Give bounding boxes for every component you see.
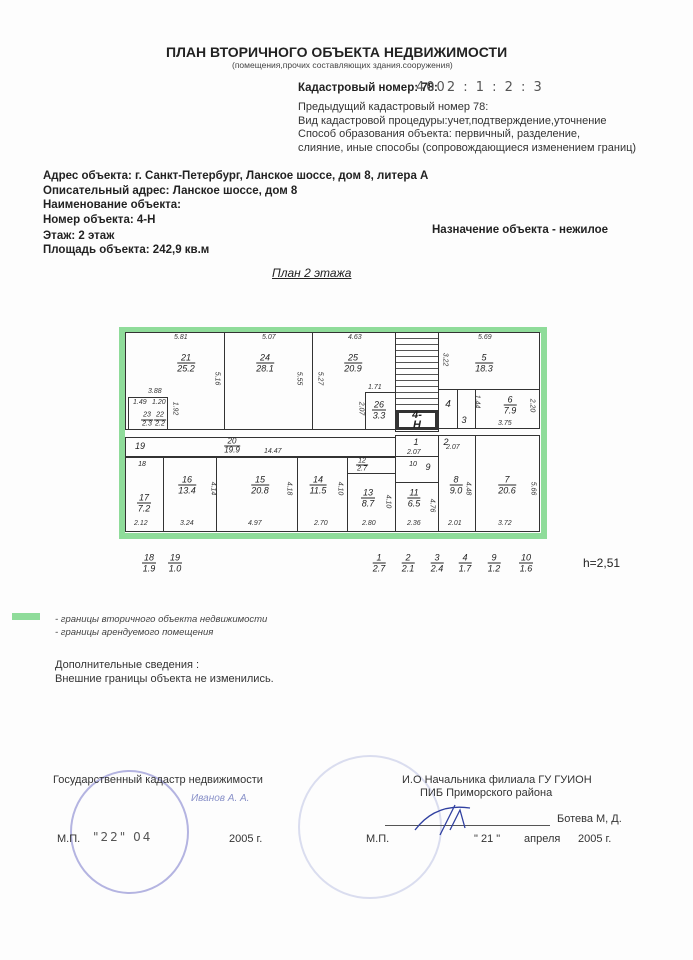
notes-text: Внешние границы объекта не изменились.: [55, 673, 274, 685]
dimension: 2.01: [448, 520, 462, 527]
room-label: 8 9.0: [449, 474, 463, 496]
dimension: 5.66: [529, 481, 537, 496]
ceiling-height: h=2,51: [583, 556, 621, 570]
dimension: 2.07: [446, 444, 460, 451]
document-subtitle: (помещения,прочих составляющих здания.сооружения): [232, 60, 453, 70]
dimension: 1.71: [368, 384, 382, 391]
notes-label: Дополнительные сведения :: [55, 659, 200, 671]
room-label: 18: [138, 461, 146, 468]
left-date: "22" 04: [93, 830, 153, 844]
room-label: 13 8.7: [361, 487, 375, 509]
cadastre-procedure: Вид кадастровой процедуры:учет,подтверждение,уточнение: [298, 115, 607, 127]
extra-room-label: 1 2.7: [372, 552, 386, 574]
room-label: 25 20.9: [344, 352, 362, 374]
dimension: 1.92: [171, 401, 179, 416]
dimension: 2.07: [407, 449, 421, 456]
room-label: 24 28.1: [256, 352, 274, 374]
room-label: 7 20.6: [498, 474, 516, 496]
dimension: 4.97: [248, 520, 262, 527]
right-month: апреля: [524, 833, 561, 845]
dimension: 5.16: [213, 371, 221, 386]
legend-secondary: - границы вторичного объекта недвижимости: [55, 614, 268, 625]
room-label: 23 2.3: [142, 411, 152, 428]
object-address: Адрес объекта: г. Санкт-Петербург, Ланское шоссе, дом 8, литера А: [43, 170, 429, 182]
object-area: Площадь объекта: 242,9 кв.м: [43, 244, 210, 256]
dimension: 4.76: [428, 498, 436, 513]
right-year: 2005 г.: [578, 833, 612, 845]
room-label: 2: [443, 437, 449, 447]
right-signer: Ботева М, Д.: [557, 813, 622, 825]
room-label: 20 19.9: [224, 436, 240, 455]
descriptive-address: Описательный адрес: Ланское шоссе, дом 8: [43, 185, 298, 197]
dimension: 4.10: [336, 481, 344, 496]
extra-room-label: 3 2.4: [430, 552, 444, 574]
room-label: 3: [461, 415, 467, 425]
room-label: 1: [413, 437, 419, 447]
dimension: 14.47: [264, 448, 282, 455]
dimension: 2.80: [362, 520, 376, 527]
extra-room-label: 2 2.1: [401, 552, 415, 574]
left-year: 2005 г.: [229, 833, 263, 845]
right-mp: М.П.: [366, 833, 390, 845]
dimension: 2.36: [407, 520, 421, 527]
dimension: 3.88: [148, 388, 162, 395]
legend-rented: - границы арендуемого помещения: [55, 627, 214, 638]
corridor: [125, 437, 396, 457]
dimension: 5.55: [295, 371, 303, 386]
extra-room-label: 10 1.6: [519, 552, 533, 574]
dimension: 4.48: [464, 481, 472, 496]
left-org: Государственный кадастр недвижимости: [53, 774, 263, 786]
object-4n-label: 4-Н: [412, 409, 422, 431]
dimension: 4.10: [384, 494, 392, 509]
room-label: 14 11.5: [309, 474, 327, 496]
room-label: 26 3.3: [372, 399, 386, 421]
formation-method-cont: слияние, иные способы (сопровождающиеся изменением границ): [298, 142, 637, 154]
dimension: 4.18: [285, 481, 293, 496]
room-label: 16 13.4: [178, 474, 196, 496]
room-label: 15 20.8: [251, 474, 269, 496]
dimension: 1.49: [133, 399, 147, 406]
room-label: 22 2.2: [155, 411, 165, 428]
dimension: 2.20: [528, 398, 536, 413]
room-label: 12 2.7: [357, 457, 367, 473]
dimension: 4.63: [348, 334, 362, 341]
dimension: 5.81: [174, 334, 188, 341]
right-org-2: ПИБ Приморского района: [420, 787, 553, 799]
dimension: 4.14: [209, 481, 217, 496]
object-floor: Этаж: 2 этаж: [43, 230, 115, 242]
document-title: ПЛАН ВТОРИЧНОГО ОБЪЕКТА НЕДВИЖИМОСТИ: [166, 44, 508, 60]
room-label: 6 7.9: [503, 394, 517, 416]
formation-method: Способ образования объекта: первичный, разделение,: [298, 128, 581, 140]
legend-green-swatch: [12, 613, 40, 620]
extra-room-label: 4 1.7: [458, 552, 472, 574]
object-name: Наименование объекта:: [43, 199, 181, 211]
dimension: 3.24: [180, 520, 194, 527]
cadastre-number: 4002 : 1 : 2 : 3: [416, 80, 544, 95]
extra-room-label: 18 1.9: [142, 552, 156, 574]
dimension: 5.27: [316, 371, 324, 386]
dimension: 5.69: [478, 334, 492, 341]
dimension: 2.12: [134, 520, 148, 527]
plan-title: План 2 этажа: [272, 266, 352, 280]
cadastre-label: Кадастровый номер: 78:: [298, 82, 438, 94]
room-label: 10: [409, 461, 417, 468]
room-label: 9: [425, 462, 431, 472]
dimension: 1.44: [473, 394, 481, 409]
extra-room-label: 19 1.0: [168, 552, 182, 574]
dimension: 5.07: [262, 334, 276, 341]
left-mp: М.П.: [57, 833, 81, 845]
dimension: 3.72: [498, 520, 512, 527]
right-org-1: И.О Начальника филиала ГУ ГУИОН: [402, 774, 592, 786]
object-number: Номер объекта: 4-Н: [43, 214, 156, 226]
dimension: 3.22: [441, 352, 449, 367]
room-label: 11 6.5: [407, 487, 421, 509]
room: [347, 457, 396, 474]
dimension: 2.70: [314, 520, 328, 527]
room-label: 19: [134, 441, 146, 451]
dimension: 2.07: [357, 401, 365, 416]
room-label: 17 7.2: [137, 492, 151, 514]
room-label: 5 18.3: [475, 352, 493, 374]
previous-cadastre: Предыдущий кадастровый номер 78:: [298, 101, 489, 113]
dimension: 3.75: [498, 420, 512, 427]
room-label: 21 25.2: [177, 352, 195, 374]
dimension: 1.20: [152, 399, 166, 406]
right-day: " 21 ": [474, 833, 501, 845]
object-purpose: Назначение объекта - нежилое: [432, 224, 609, 236]
left-signer: Иванов А. А.: [191, 793, 250, 804]
room-label: 4: [445, 399, 451, 410]
extra-room-label: 9 1.2: [487, 552, 501, 574]
